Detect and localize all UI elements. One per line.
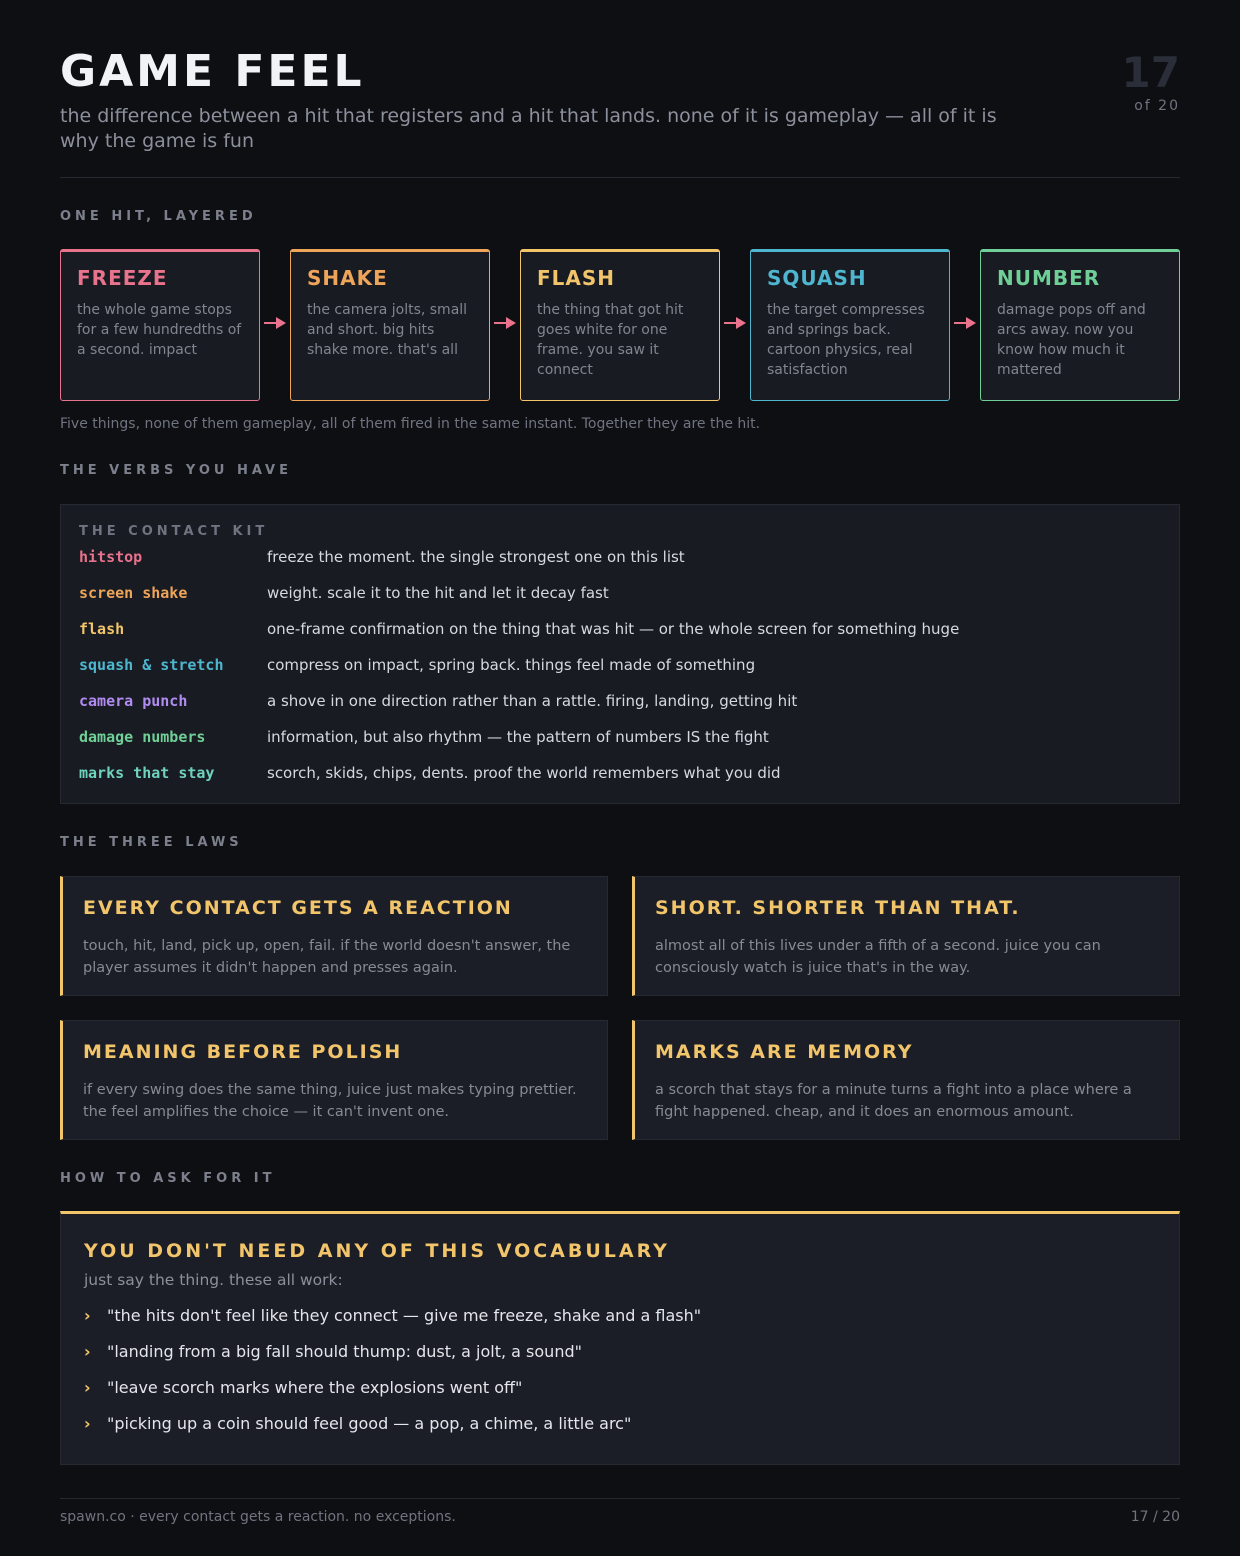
list-item <box>84 1414 1144 1438</box>
chevron-right-icon: › <box>84 1414 91 1433</box>
law-card <box>60 1020 608 1140</box>
ask-example: "the hits don't feel like they connect — give me freeze, shake and a flash" <box>107 1306 702 1325</box>
step-desc: the target compresses and springs back. cartoon physics, real satisfaction <box>767 302 925 378</box>
kit-row <box>79 548 1159 572</box>
step-shake <box>290 249 490 401</box>
step-title: FREEZE <box>77 266 168 290</box>
step-desc: the whole game stops for a few hundredths of a second. impact <box>77 302 242 358</box>
list-item <box>84 1378 1144 1402</box>
kit-label: THE CONTACT KIT <box>79 524 269 539</box>
law-desc: a scorch that stays for a minute turns a fight into a place where a fight happened. cheap, and it does an enormous amount. <box>655 1082 1132 1120</box>
footer-page-count: 17 / 20 <box>1130 1509 1180 1525</box>
kit-row <box>79 584 1159 608</box>
arrow-right-icon <box>493 315 517 331</box>
step-title: SHAKE <box>307 266 388 290</box>
step-desc: damage pops off and arcs away. now you know how much it mattered <box>997 302 1146 378</box>
law-card <box>60 876 608 996</box>
step-number <box>980 249 1180 401</box>
kit-row <box>79 764 1159 788</box>
step-title: SQUASH <box>767 266 867 290</box>
ask-example: "picking up a coin should feel good — a pop, a chime, a little arc" <box>107 1414 632 1433</box>
kit-row <box>79 692 1159 716</box>
section-label-laws: THE THREE LAWS <box>60 835 243 850</box>
kit-term: damage numbers <box>79 728 206 746</box>
law-title: SHORT. SHORTER THAN THAT. <box>655 897 1021 919</box>
law-title: EVERY CONTACT GETS A REACTION <box>83 897 513 919</box>
header-divider <box>60 177 1180 178</box>
section-label-layered: ONE HIT, LAYERED <box>60 209 257 224</box>
kit-term: screen shake <box>79 584 188 602</box>
layered-caption: Five things, none of them gameplay, all of them fired in the same instant. Together they are the hit. <box>60 416 761 432</box>
step-desc: the camera jolts, small and short. big hits shake more. that's all <box>307 302 468 358</box>
step-squash <box>750 249 950 401</box>
page-subtitle: the difference between a hit that registers and a hit that lands. none of it is gameplay — all of it is why the game is fun <box>60 105 997 152</box>
kit-term: marks that stay <box>79 764 215 782</box>
kit-definition: freeze the moment. the single strongest one on this list <box>267 548 685 566</box>
list-item <box>84 1342 1144 1366</box>
law-card <box>632 876 1180 996</box>
footer-tagline: spawn.co · every contact gets a reaction. no exceptions. <box>60 1509 456 1525</box>
ask-example: "leave scorch marks where the explosions went off" <box>107 1378 523 1397</box>
footer-divider <box>60 1498 1180 1499</box>
arrow-right-icon <box>953 315 977 331</box>
section-label-ask: HOW TO ASK FOR IT <box>60 1171 276 1186</box>
step-title: FLASH <box>537 266 616 290</box>
chevron-right-icon: › <box>84 1306 91 1325</box>
ask-example: "landing from a big fall should thump: dust, a jolt, a sound" <box>107 1342 582 1361</box>
kit-term: squash & stretch <box>79 656 224 674</box>
ask-subtitle: just say the thing. these all work: <box>84 1271 343 1289</box>
kit-definition: a shove in one direction rather than a rattle. firing, landing, getting hit <box>267 692 798 710</box>
step-title: NUMBER <box>997 266 1101 290</box>
kit-row <box>79 656 1159 680</box>
law-desc: almost all of this lives under a fifth of a second. juice you can consciously watch is juice that's in the way. <box>655 938 1101 976</box>
page-of: of 20 <box>1134 98 1180 114</box>
law-title: MARKS ARE MEMORY <box>655 1041 914 1063</box>
kit-term: camera punch <box>79 692 188 710</box>
arrow-right-icon <box>263 315 287 331</box>
law-title: MEANING BEFORE POLISH <box>83 1041 403 1063</box>
arrow-right-icon <box>723 315 747 331</box>
step-freeze <box>60 249 260 401</box>
ask-panel <box>60 1211 1180 1465</box>
section-label-verbs: THE VERBS YOU HAVE <box>60 463 292 478</box>
step-flash <box>520 249 720 401</box>
hit-layer-steps <box>60 249 1180 403</box>
step-desc: the thing that got hit goes white for one frame. you saw it connect <box>537 302 684 378</box>
kit-row <box>79 728 1159 752</box>
kit-definition: scorch, skids, chips, dents. proof the world remembers what you did <box>267 764 781 782</box>
chevron-right-icon: › <box>84 1342 91 1361</box>
contact-kit-panel <box>60 504 1180 804</box>
kit-definition: weight. scale it to the hit and let it decay fast <box>267 584 609 602</box>
chevron-right-icon: › <box>84 1378 91 1397</box>
page-number: 17 <box>1121 48 1180 97</box>
kit-row <box>79 620 1159 644</box>
law-desc: touch, hit, land, pick up, open, fail. if the world doesn't answer, the player assumes it didn't happen and presses again. <box>83 938 571 976</box>
kit-definition: one-frame confirmation on the thing that was hit — or the whole screen for something huge <box>267 620 960 638</box>
list-item <box>84 1306 1144 1330</box>
kit-definition: information, but also rhythm — the pattern of numbers IS the fight <box>267 728 769 746</box>
kit-term: flash <box>79 620 125 638</box>
law-desc: if every swing does the same thing, juice just makes typing prettier. the feel amplifies the choice — it can't invent one. <box>83 1082 577 1120</box>
kit-term: hitstop <box>79 548 143 566</box>
law-card <box>632 1020 1180 1140</box>
page-title: GAME FEEL <box>60 46 365 97</box>
ask-title: YOU DON'T NEED ANY OF THIS VOCABULARY <box>84 1240 670 1262</box>
kit-definition: compress on impact, spring back. things feel made of something <box>267 656 756 674</box>
